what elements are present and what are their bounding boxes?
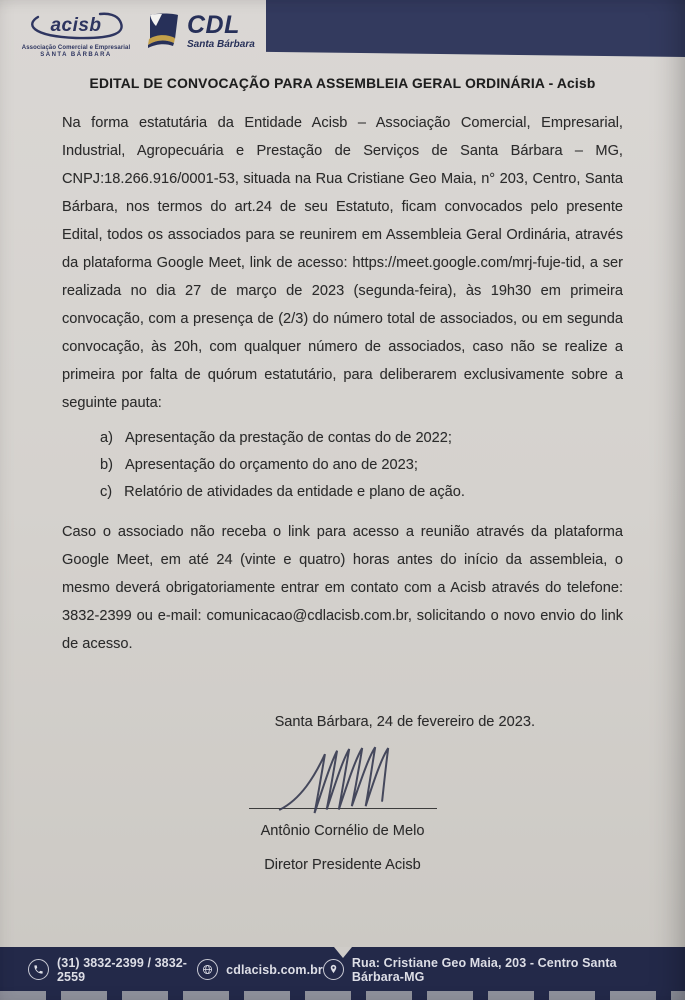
agenda-item-text: Apresentação da prestação de contas do de 2022;: [124, 430, 452, 446]
footer-address-text: Rua: Cristiane Geo Maia, 203 - Centro Santa Bárbara-MG: [351, 955, 617, 984]
agenda-item-label: a): [100, 430, 113, 446]
footer-website-text: cdlacisb.com.br: [226, 962, 323, 977]
footer-notch: [334, 947, 352, 958]
agenda-item-text: Apresentação do orçamento do ano de 2023;: [124, 457, 418, 473]
agenda-item-text: Relatório de atividades da entidade e plano de ação.: [124, 484, 465, 500]
footer-website: [197, 959, 323, 980]
cdl-logo: [142, 12, 255, 50]
cdl-logo-text: [187, 10, 255, 50]
location-pin-icon: [323, 959, 344, 980]
signature-scribble: [273, 742, 441, 820]
footer-address: [323, 956, 657, 984]
acisb-logo: [20, 8, 132, 58]
paragraph-contact-info: Caso o associado não receba o link para acesso a reunião através da plataforma Google Meet, em até 24 (vinte e quatro) horas antes do início da assembleia, o mesmo deverá obrigatoriamente entrar em contato com a Acisb através do telefone: 3832-2399 ou e-mail: comunicacao@cdlacisb.com.br, solicitando o novo envio do link de acesso.: [62, 524, 623, 652]
signatory-role: Diretor Presidente Acisb: [264, 857, 421, 873]
acisb-logo-city: SANTA BÁRBARA: [40, 52, 112, 58]
phone-icon: [28, 959, 49, 980]
cdl-logo-subtitle: Santa Bárbara: [187, 38, 255, 50]
globe-icon: [197, 959, 218, 980]
acisb-logo-subtitle: Associação Comercial e Empresarial: [21, 45, 131, 51]
footer-phone-text: (31) 3832-2399 / 3832-2559: [57, 955, 188, 984]
signatory-name: Antônio Cornélio de Melo: [260, 823, 425, 839]
agenda-item-label: c): [100, 484, 113, 500]
paragraph-convocation: Na forma estatutária da Entidade Acisb – Associação Comercial, Empresarial, Industrial, Agropecuária e Prestação de Serviços de Santa Bárbara – MG, CNPJ:18.266.916/0001-53, situada na Rua Cristiane Geo Maia, n° 203, Centro, Santa Bárbara, nos termos do art.24 de seu Estatuto, ficam convocados pelo presente Edital, todos os associados para se reunirem em Assembleia Geral Ordinária, através da plataforma Google Meet, link de acesso: https://meet.google.com/mrj-fuje-tid, a ser realizada no dia 27 de março de 2023 (segunda-feira), às 19h30 em primeira convocação, com a presença de (2/3) do número total de associados, ou em segunda convocação, às 20h, com qualquer número de associados, caso não se realize a primeira por falta de quórum estatutário, para deliberarem exclusivamente sobre a seguinte pauta:: [62, 115, 623, 411]
footer-phone: [28, 956, 197, 984]
agenda-item: [100, 479, 623, 506]
footer-bottom-pattern: [0, 991, 685, 1000]
agenda-list: [100, 425, 623, 506]
cdl-logo-word: CDL: [187, 10, 240, 39]
signature-block: [0, 742, 685, 873]
agenda-item: [100, 425, 623, 452]
acisb-logo-word: acisb: [50, 15, 102, 36]
header-navy-band: [266, 0, 685, 57]
acisb-swoosh-icon: [20, 8, 132, 44]
footer-bar: [0, 947, 685, 1000]
dateline: Santa Bárbara, 24 de fevereiro de 2023.: [274, 714, 535, 730]
agenda-item: [100, 452, 623, 479]
document-title: EDITAL DE CONVOCAÇÃO PARA ASSEMBLEIA GERAL ORDINÁRIA - Acisb: [89, 76, 596, 91]
cdl-flag-icon: [142, 12, 182, 50]
acisb-logo-mark: [20, 8, 132, 44]
agenda-item-label: b): [100, 457, 113, 473]
document-body: [62, 76, 623, 730]
